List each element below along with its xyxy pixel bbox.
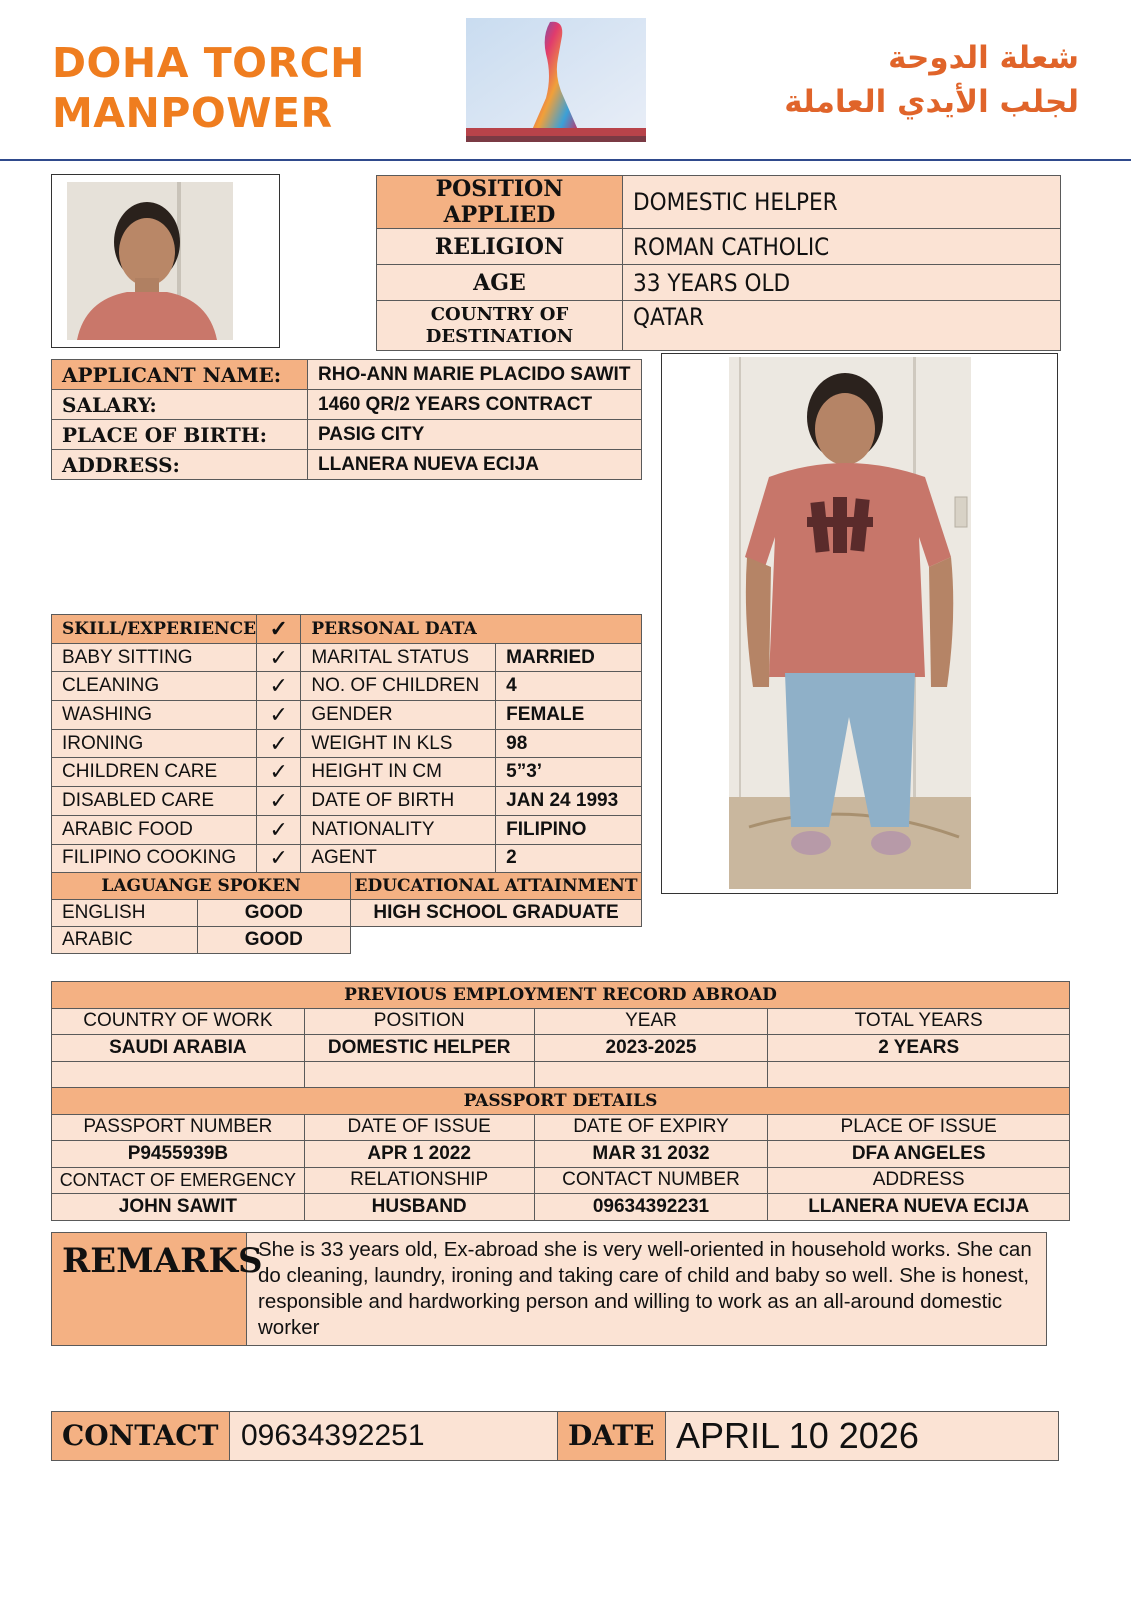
personal-label: DATE OF BIRTH <box>301 787 496 816</box>
column-header: ADDRESS <box>768 1167 1070 1194</box>
employment-country: SAUDI ARABIA <box>52 1035 305 1062</box>
employment-position: DOMESTIC HELPER <box>304 1035 534 1062</box>
position-table <box>376 175 1061 351</box>
check-icon: ✓ <box>257 844 301 873</box>
education-table <box>350 872 642 927</box>
table-row <box>52 360 642 390</box>
employment-total-years: 2 YEARS <box>768 1035 1070 1062</box>
place-of-birth-label: PLACE OF BIRTH: <box>52 420 308 450</box>
personal-value: FEMALE <box>496 701 642 730</box>
age-value: 33 YEARS OLD <box>623 265 1061 301</box>
personal-value: FILIPINO <box>496 815 642 844</box>
personal-label: AGENT <box>301 844 496 873</box>
language-header: LAGUANGE SPOKEN <box>52 873 351 900</box>
emergency-contact-name: JOHN SAWIT <box>52 1194 305 1221</box>
table-row <box>52 450 642 480</box>
company-name <box>52 38 365 138</box>
table-row <box>377 265 1061 301</box>
personal-value: 5”3’ <box>496 758 642 787</box>
table-row <box>52 390 642 420</box>
education-value: HIGH SCHOOL GRADUATE <box>351 900 642 927</box>
column-header: COUNTRY OF WORK <box>52 1008 305 1035</box>
salary-value: 1460 QR/2 YEARS CONTRACT <box>308 390 642 420</box>
personal-label: HEIGHT IN CM <box>301 758 496 787</box>
table-header-row <box>52 1088 1070 1115</box>
table-row-empty <box>52 1061 1070 1088</box>
table-header-row <box>52 873 351 900</box>
skills-header-check-icon: ✓ <box>257 615 301 644</box>
column-header: YEAR <box>534 1008 768 1035</box>
religion-label: RELIGION <box>377 229 623 265</box>
personal-value: MARRIED <box>496 643 642 672</box>
passport-date-of-issue: APR 1 2022 <box>304 1141 534 1168</box>
applicant-name-label: APPLICANT NAME: <box>52 360 308 390</box>
full-body-photo <box>729 357 971 889</box>
company-name-arabic-line1: شعلة الدوحة <box>888 40 1079 76</box>
religion-value: ROMAN CATHOLIC <box>623 229 1061 265</box>
emergency-address: LLANERA NUEVA ECIJA <box>768 1194 1070 1221</box>
contact-value: 09634392251 <box>241 1419 425 1452</box>
employment-header: PREVIOUS EMPLOYMENT RECORD ABROAD <box>52 982 1070 1009</box>
education-header: EDUCATIONAL ATTAINMENT <box>351 873 642 900</box>
passport-place-of-issue: DFA ANGELES <box>768 1141 1070 1168</box>
column-header: RELATIONSHIP <box>304 1167 534 1194</box>
table-row <box>52 1141 1070 1168</box>
position-applied-label: POSITION APPLIED <box>377 176 623 229</box>
language-name: ENGLISH <box>52 900 198 927</box>
empty-cell <box>52 1061 305 1088</box>
language-table <box>51 872 351 954</box>
salary-label: SALARY: <box>52 390 308 420</box>
empty-cell <box>768 1061 1070 1088</box>
skill-label: FILIPINO COOKING <box>52 844 257 873</box>
table-header-row <box>351 873 642 900</box>
personal-label: WEIGHT IN KLS <box>301 729 496 758</box>
check-icon: ✓ <box>257 672 301 701</box>
personal-label: NATIONALITY <box>301 815 496 844</box>
passport-date-of-expiry: MAR 31 2032 <box>534 1141 768 1168</box>
column-header: CONTACT OF EMERGENCY <box>52 1167 305 1194</box>
table-row <box>52 1008 1070 1035</box>
column-header: CONTACT NUMBER <box>534 1167 768 1194</box>
check-icon: ✓ <box>257 643 301 672</box>
skill-label: WASHING <box>52 701 257 730</box>
country-of-destination-label <box>377 301 623 351</box>
portrait-photo-frame <box>51 174 280 348</box>
personal-label: GENDER <box>301 701 496 730</box>
table-row <box>52 758 642 787</box>
emergency-contact-number: 09634392231 <box>534 1194 768 1221</box>
table-row <box>52 815 642 844</box>
employment-year: 2023-2025 <box>534 1035 768 1062</box>
position-applied-value: DOMESTIC HELPER <box>623 176 1061 229</box>
column-header: TOTAL YEARS <box>768 1008 1070 1035</box>
personal-value: 4 <box>496 672 642 701</box>
applicant-table <box>51 359 642 480</box>
empty-cell <box>534 1061 768 1088</box>
table-header-row <box>52 982 1070 1009</box>
skills-personal-table <box>51 614 642 873</box>
skills-header: SKILL/EXPERIENCE <box>52 615 257 644</box>
contact-label: CONTACT <box>52 1412 230 1460</box>
empty-cell <box>304 1061 534 1088</box>
check-icon: ✓ <box>257 787 301 816</box>
table-row <box>52 672 642 701</box>
table-row <box>52 420 642 450</box>
table-row <box>377 176 1061 229</box>
personal-value: 2 <box>496 844 642 873</box>
table-row <box>52 643 642 672</box>
remarks-text: She is 33 years old, Ex-abroad she is very well-oriented in household works. She can do cleaning, laundry, ironing and taking care of child and baby so well. She is honest, responsible and hardworking person and willing to work as an all-around domestic worker <box>258 1238 1032 1339</box>
table-row <box>52 701 642 730</box>
skill-label: DISABLED CARE <box>52 787 257 816</box>
company-name-arabic <box>784 36 1079 124</box>
table-row <box>52 927 351 954</box>
skill-label: CLEANING <box>52 672 257 701</box>
table-row <box>52 844 642 873</box>
remarks-label: REMARKS <box>52 1233 247 1345</box>
place-of-birth-value: PASIG CITY <box>308 420 642 450</box>
column-header: POSITION <box>304 1008 534 1035</box>
address-label: ADDRESS: <box>52 450 308 480</box>
passport-number: P9455939B <box>52 1141 305 1168</box>
torch-tower-logo <box>466 18 646 142</box>
language-name: ARABIC <box>52 927 198 954</box>
check-icon: ✓ <box>257 729 301 758</box>
contact-bar <box>51 1411 1059 1461</box>
employment-passport-table <box>51 981 1070 1221</box>
skill-label: IRONING <box>52 729 257 758</box>
personal-label: MARITAL STATUS <box>301 643 496 672</box>
full-body-photo-frame <box>661 353 1058 894</box>
skill-label: ARABIC FOOD <box>52 815 257 844</box>
table-row <box>52 1194 1070 1221</box>
check-icon: ✓ <box>257 758 301 787</box>
table-header-row <box>52 615 642 644</box>
personal-label: NO. OF CHILDREN <box>301 672 496 701</box>
emergency-relationship: HUSBAND <box>304 1194 534 1221</box>
passport-header: PASSPORT DETAILS <box>52 1088 1070 1115</box>
check-icon: ✓ <box>257 815 301 844</box>
table-row <box>52 900 351 927</box>
personal-data-header: PERSONAL DATA <box>301 615 642 644</box>
table-row <box>52 787 642 816</box>
column-header: PLACE OF ISSUE <box>768 1114 1070 1141</box>
company-name-arabic-line2: لجلب الأيدي العاملة <box>784 84 1079 120</box>
country-label-line1: COUNTRY OF <box>430 303 569 325</box>
table-row <box>52 729 642 758</box>
column-header: DATE OF ISSUE <box>304 1114 534 1141</box>
applicant-name-value: RHO-ANN MARIE PLACIDO SAWIT <box>308 360 642 390</box>
column-header: PASSPORT NUMBER <box>52 1114 305 1141</box>
header-divider <box>0 159 1131 161</box>
check-icon: ✓ <box>257 701 301 730</box>
skill-label: CHILDREN CARE <box>52 758 257 787</box>
personal-value: 98 <box>496 729 642 758</box>
remarks-box <box>51 1232 1047 1346</box>
portrait-photo <box>67 182 233 340</box>
table-row <box>52 1114 1070 1141</box>
language-level: GOOD <box>197 927 350 954</box>
age-label: AGE <box>377 265 623 301</box>
address-value: LLANERA NUEVA ECIJA <box>308 450 642 480</box>
date-label: DATE <box>557 1412 666 1460</box>
column-header: DATE OF EXPIRY <box>534 1114 768 1141</box>
language-level: GOOD <box>197 900 350 927</box>
table-row <box>52 1035 1070 1062</box>
table-row <box>52 1167 1070 1194</box>
table-row <box>377 229 1061 265</box>
table-row <box>351 900 642 927</box>
skill-label: BABY SITTING <box>52 643 257 672</box>
table-row <box>377 301 1061 351</box>
personal-value: JAN 24 1993 <box>496 787 642 816</box>
date-value: APRIL 10 2026 <box>676 1415 919 1456</box>
country-label-line2: DESTINATION <box>425 325 574 347</box>
company-name-line1: DOHA TORCH <box>52 39 366 87</box>
country-of-destination-value: QATAR <box>623 301 1061 351</box>
company-name-line2: MANPOWER <box>52 89 333 137</box>
